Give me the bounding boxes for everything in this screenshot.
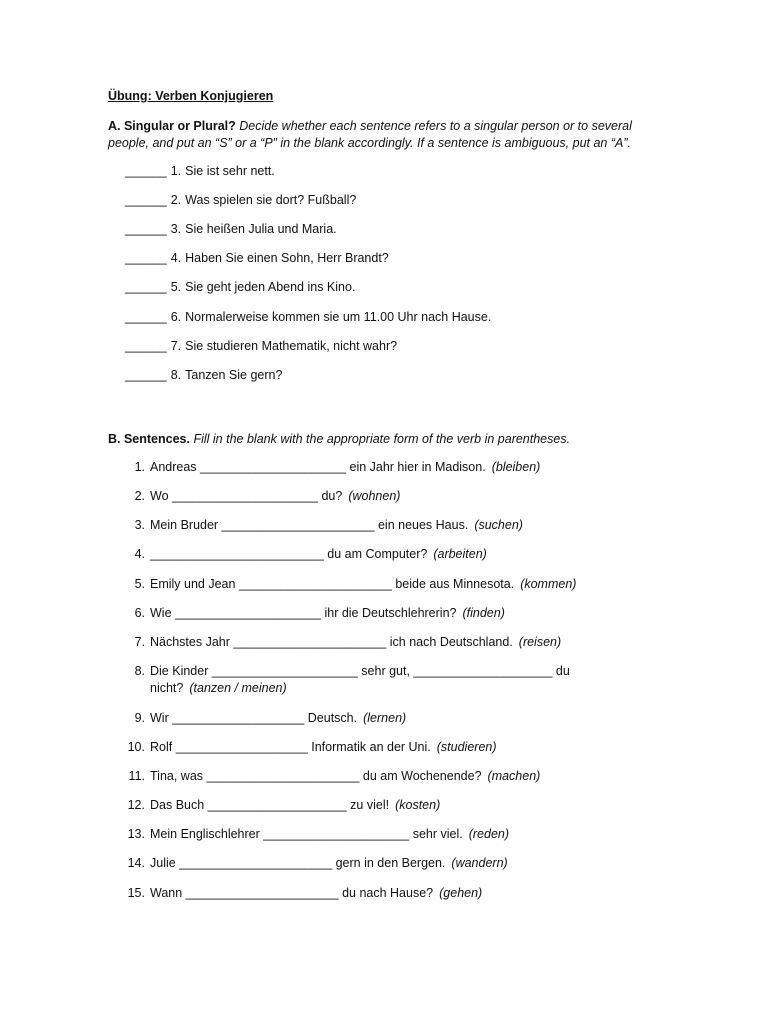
verb-hint: (suchen)	[474, 518, 523, 532]
item-number: 12.	[127, 798, 145, 812]
section-a-item	[125, 193, 356, 207]
item-body	[150, 826, 580, 843]
item-number: 9.	[134, 711, 145, 725]
item-sentence[interactable]: Julie ______________________ gern in den Bergen.	[150, 856, 446, 870]
section-a-instructions	[108, 118, 668, 152]
section-b-instructions	[108, 431, 668, 448]
worksheet-title: Übung: Verben Konjugieren	[108, 89, 274, 103]
item-body	[150, 546, 580, 563]
item-number: 8.	[134, 664, 145, 678]
verb-hint: (lernen)	[363, 711, 407, 725]
item-number: 5.	[134, 577, 145, 591]
item-number: 15.	[127, 886, 145, 900]
item-sentence[interactable]: Das Buch ____________________ zu viel!	[150, 798, 390, 812]
item-sentence[interactable]: Tina, was ______________________ du am Wochenende?	[150, 769, 482, 783]
verb-hint: (reden)	[468, 827, 510, 841]
item-number: 7.	[134, 635, 145, 649]
item-number: 4.	[134, 547, 145, 561]
item-sentence: Haben Sie einen Sohn, Herr Brandt?	[185, 251, 389, 265]
item-sentence[interactable]: Andreas _____________________ ein Jahr hier in Madison.	[150, 460, 486, 474]
item-number: 3.	[170, 222, 182, 236]
item-body	[150, 459, 580, 476]
section-a-label: A. Singular or Plural?	[108, 119, 236, 133]
section-a-item	[125, 368, 282, 382]
section-b-label: B. Sentences.	[108, 432, 190, 446]
item-sentence: Sie ist sehr nett.	[185, 164, 275, 178]
item-sentence[interactable]: Wo _____________________ du?	[150, 489, 343, 503]
item-number: 13.	[127, 827, 145, 841]
verb-hint: (kommen)	[520, 577, 577, 591]
item-body	[150, 634, 580, 651]
section-a-item	[125, 280, 355, 294]
item-body	[150, 855, 580, 872]
item-sentence: Sie studieren Mathematik, nicht wahr?	[185, 339, 398, 353]
verb-hint: (reisen)	[518, 635, 562, 649]
verb-hint: (finden)	[462, 606, 505, 620]
answer-blank[interactable]: ______	[125, 339, 167, 353]
answer-blank[interactable]: ______	[125, 251, 167, 265]
item-number: 2.	[134, 489, 145, 503]
verb-hint: (wohnen)	[348, 489, 401, 503]
section-a-item	[125, 164, 275, 178]
item-sentence[interactable]: Wir ___________________ Deutsch.	[150, 711, 358, 725]
item-sentence: Sie heißen Julia und Maria.	[185, 222, 337, 236]
item-number: 5.	[170, 280, 182, 294]
item-number: 7.	[170, 339, 182, 353]
answer-blank[interactable]: ______	[125, 164, 167, 178]
item-body	[150, 605, 580, 622]
item-number: 2.	[170, 193, 182, 207]
section-a-item	[125, 251, 389, 265]
item-body	[150, 710, 580, 727]
verb-hint: (gehen)	[439, 886, 483, 900]
verb-hint: (kosten)	[395, 798, 441, 812]
item-sentence: Tanzen Sie gern?	[185, 368, 283, 382]
item-number: 11.	[128, 769, 145, 783]
item-sentence: Was spielen sie dort? Fußball?	[185, 193, 357, 207]
section-a-instruction-text: Decide whether each sentence refers to a singular person or to several people, and put an “S” or a “P” in the blank accordingly. If a sentence is ambiguous, put an “A”.	[108, 119, 632, 150]
verb-hint: (tanzen / meinen)	[189, 681, 287, 695]
item-body	[150, 768, 580, 785]
item-body	[150, 797, 580, 814]
item-sentence: Sie geht jeden Abend ins Kino.	[185, 280, 356, 294]
item-sentence: Normalerweise kommen sie um 11.00 Uhr nach Hause.	[185, 310, 492, 324]
item-number: 14.	[127, 856, 145, 870]
item-sentence[interactable]: Emily und Jean ______________________ beide aus Minnesota.	[150, 577, 515, 591]
verb-hint: (wandern)	[451, 856, 508, 870]
section-b-instruction-text: Fill in the blank with the appropriate form of the verb in parentheses.	[193, 432, 571, 446]
answer-blank[interactable]: ______	[125, 368, 167, 382]
item-number: 6.	[170, 310, 182, 324]
item-sentence[interactable]: Nächstes Jahr ______________________ ich nach Deutschland.	[150, 635, 513, 649]
item-sentence[interactable]: _________________________ du am Computer?	[150, 547, 428, 561]
item-sentence[interactable]: Mein Englischlehrer _____________________ sehr viel.	[150, 827, 463, 841]
item-sentence[interactable]: Mein Bruder ______________________ ein neues Haus.	[150, 518, 469, 532]
verb-hint: (machen)	[487, 769, 541, 783]
item-number: 1.	[170, 164, 182, 178]
answer-blank[interactable]: ______	[125, 310, 167, 324]
item-body	[150, 576, 580, 593]
item-number: 8.	[170, 368, 182, 382]
verb-hint: (bleiben)	[491, 460, 541, 474]
item-number: 1.	[134, 460, 145, 474]
answer-blank[interactable]: ______	[125, 222, 167, 236]
item-body	[150, 488, 580, 505]
item-number: 6.	[134, 606, 145, 620]
section-a-item	[125, 339, 397, 353]
verb-hint: (studieren)	[436, 740, 497, 754]
item-sentence[interactable]: Wann ______________________ du nach Hause?	[150, 886, 434, 900]
item-body	[150, 517, 580, 534]
item-number: 3.	[134, 518, 145, 532]
item-sentence[interactable]: Wie _____________________ ihr die Deutschlehrerin?	[150, 606, 457, 620]
item-number: 4.	[170, 251, 182, 265]
answer-blank[interactable]: ______	[125, 280, 167, 294]
item-sentence[interactable]: Die Kinder _____________________ sehr gut, ____________________ du nicht?	[150, 664, 570, 695]
section-a-item	[125, 222, 337, 236]
item-number: 10.	[127, 740, 145, 754]
verb-hint: (arbeiten)	[433, 547, 487, 561]
item-body	[150, 885, 580, 902]
section-a-item	[125, 310, 491, 324]
item-body	[150, 739, 580, 756]
item-body	[150, 663, 580, 697]
answer-blank[interactable]: ______	[125, 193, 167, 207]
item-sentence[interactable]: Rolf ___________________ Informatik an der Uni.	[150, 740, 431, 754]
